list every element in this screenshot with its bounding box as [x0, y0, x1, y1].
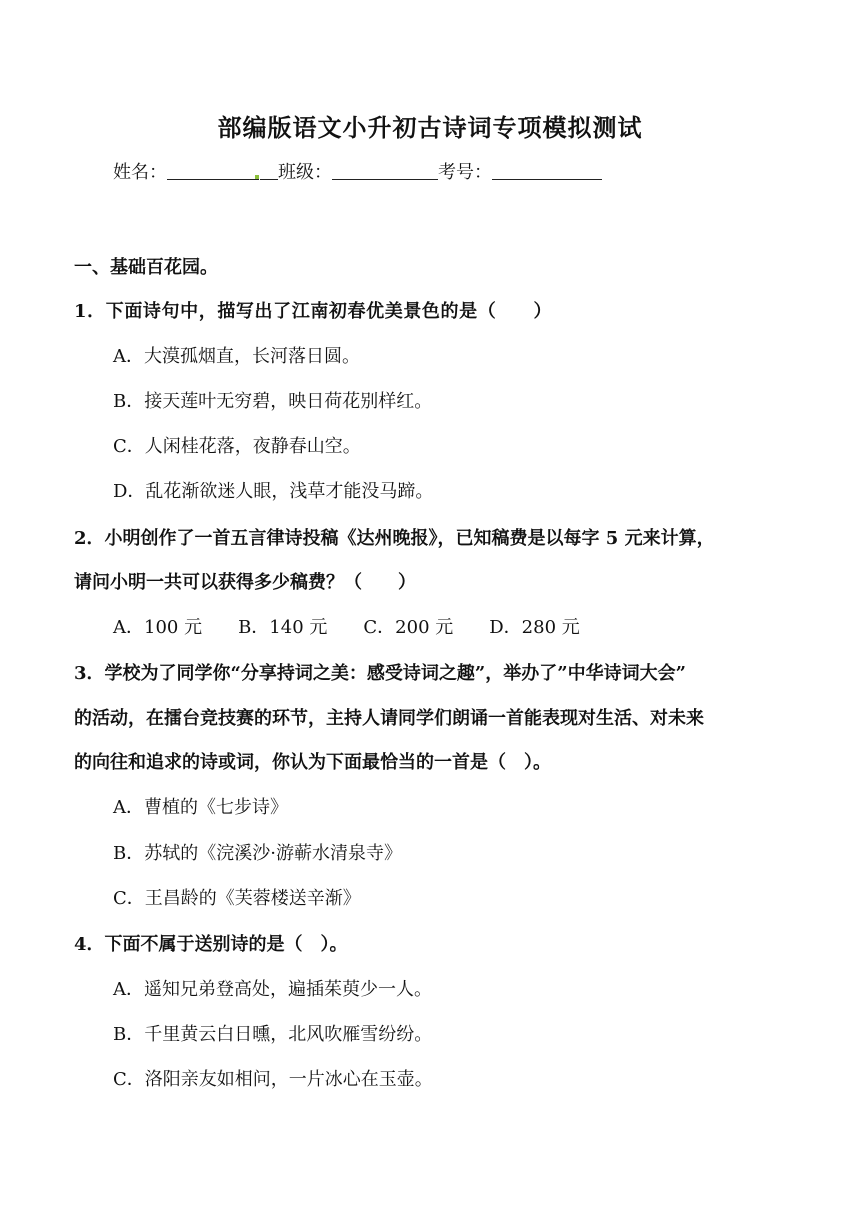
page-title: 部编版语文小升初古诗词专项模拟测试 [217, 113, 643, 142]
q4-option-a: A．遥知兄弟登高处，遍插茱萸少一人。 [113, 979, 432, 1000]
exam-no-label: 考号： [438, 162, 492, 183]
mark-dot [255, 175, 259, 179]
q3-option-a: A．曹植的《七步诗》 [113, 797, 288, 818]
q2-option-d: D．280 元 [489, 617, 580, 638]
name-label: 姓名： [113, 162, 167, 183]
q2-option-c: C．200 元 [363, 617, 454, 638]
q1-option-d: D．乱花渐欲迷人眼，浅草才能没马蹄。 [113, 481, 434, 502]
question-2-stem-line1: 2．小明创作了一首五言律诗投稿《达州晚报》，已知稿费是以每字 5 元来计算， [74, 528, 715, 549]
q2-option-b: B．140 元 [238, 617, 328, 638]
q2-option-a: A．100 元 [113, 617, 203, 638]
q3-option-b: B．苏轼的《浣溪沙·游蕲水清泉寺》 [113, 843, 402, 864]
q3-option-c: C．王昌龄的《芙蓉楼送辛渐》 [113, 888, 361, 909]
question-2-stem-line2: 请问小明一共可以获得多少稿费？（ ） [74, 572, 416, 593]
exam-no-blank[interactable] [492, 159, 602, 180]
class-label: 班级： [278, 162, 332, 183]
q1-option-a: A．大漠孤烟直，长河落日圆。 [113, 346, 360, 367]
question-3-stem-line2: 的活动，在擂台竞技赛的环节，主持人请同学们朗诵一首能表现对生活、对未来 [74, 708, 704, 729]
q2-options-row [113, 613, 616, 639]
class-blank[interactable] [332, 159, 438, 180]
q4-option-c: C．洛阳亲友如相问，一片冰心在玉壶。 [113, 1069, 433, 1090]
question-3-stem-line1: 3．学校为了同学你“分享持词之美：感受诗词之趣”，举办了”中华诗词大会” [74, 663, 686, 684]
q4-option-b: B．千里黄云白日曛，北风吹雁雪纷纷。 [113, 1024, 433, 1045]
section-heading: 一、基础百花园。 [74, 257, 218, 278]
name-blank-tail [260, 159, 278, 180]
question-3-stem-line3: 的向往和追求的诗或词，你认为下面最恰当的一首是（ ）。 [74, 752, 551, 773]
student-info-line [113, 158, 602, 184]
name-blank[interactable] [167, 159, 259, 180]
question-1-stem: 1．下面诗句中，描写出了江南初春优美景色的是（ ） [74, 301, 553, 322]
q1-option-b: B．接天莲叶无穷碧，映日荷花别样红。 [113, 391, 433, 412]
q1-option-c: C．人闲桂花落，夜静春山空。 [113, 436, 361, 457]
question-4-stem: 4．下面不属于送别诗的是（ ）。 [74, 934, 348, 955]
